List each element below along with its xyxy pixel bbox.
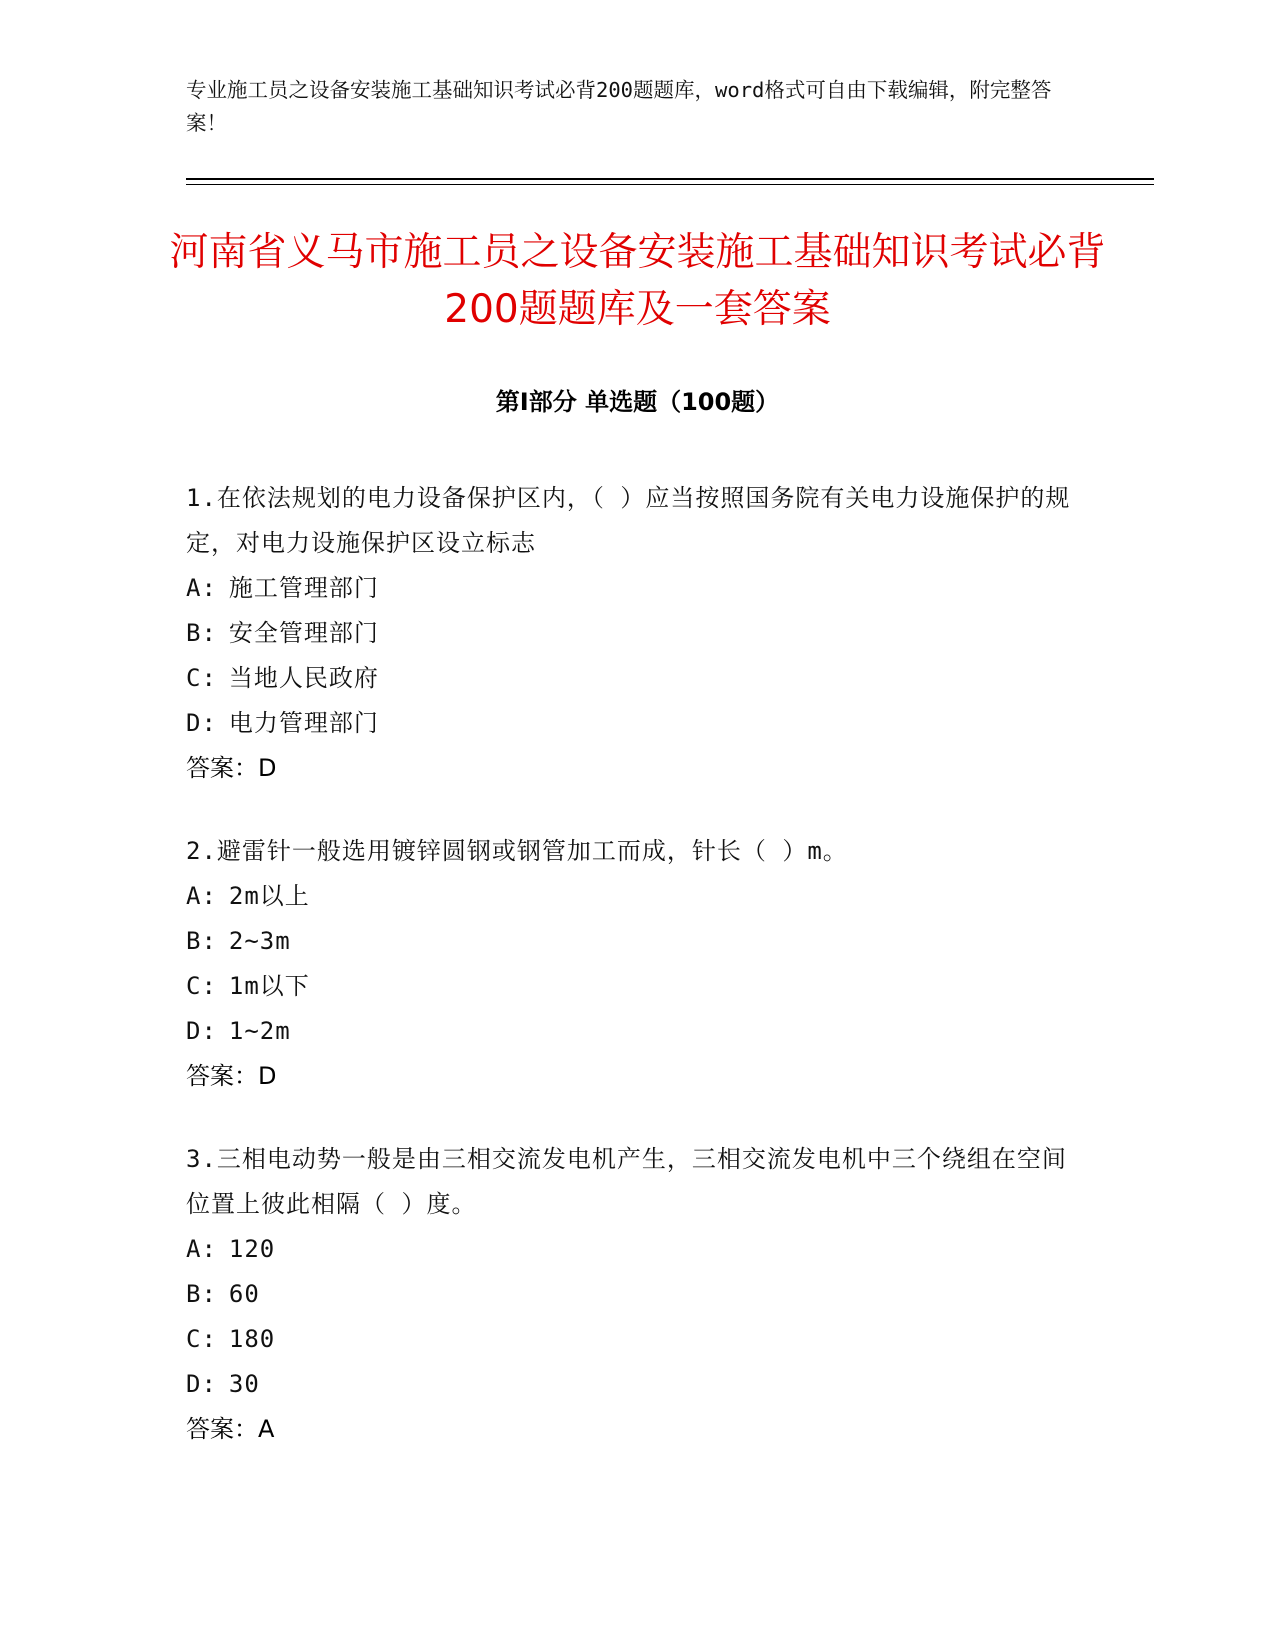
answer-prefix: 答案： xyxy=(186,1415,258,1443)
option-a xyxy=(186,1227,1086,1272)
option-d xyxy=(186,1009,1086,1054)
answer-value: D xyxy=(258,754,277,782)
option-text: 安全管理部门 xyxy=(228,619,379,647)
option-letter: D: xyxy=(186,709,217,737)
option-a xyxy=(186,874,1086,919)
header-divider-thin xyxy=(186,184,1154,185)
question-text: 2.避雷针一般选用镀锌圆钢或钢管加工而成，针长（ ）m。 xyxy=(186,837,848,865)
option-text: 60 xyxy=(228,1280,260,1308)
option-b xyxy=(186,611,1086,656)
option-letter: C: xyxy=(186,972,217,1000)
option-b xyxy=(186,919,1086,964)
option-d xyxy=(186,701,1086,746)
answer-prefix: 答案： xyxy=(186,1062,258,1090)
option-b xyxy=(186,1272,1086,1317)
answer-line xyxy=(186,1054,1086,1099)
option-letter: D: xyxy=(186,1370,217,1398)
option-letter: C: xyxy=(186,664,217,692)
document-title: 河南省义马市施工员之设备安装施工基础知识考试必背200题题库及一套答案 xyxy=(169,230,1106,332)
option-letter: D: xyxy=(186,1017,217,1045)
question-text: 1.在依法规划的电力设备保护区内，（ ）应当按照国务院有关电力设施保护的规定，对电力设施保护区设立标志 xyxy=(186,484,1071,557)
option-letter: B: xyxy=(186,619,217,647)
option-text: 120 xyxy=(228,1235,276,1263)
option-text: 施工管理部门 xyxy=(228,574,379,602)
answer-prefix: 答案： xyxy=(186,754,258,782)
question-list xyxy=(186,476,1086,1490)
option-text: 1m以下 xyxy=(228,972,310,1000)
option-c xyxy=(186,656,1086,701)
option-text: 2m以上 xyxy=(228,882,310,910)
option-a xyxy=(186,566,1086,611)
option-letter: A: xyxy=(186,574,217,602)
option-text: 180 xyxy=(228,1325,276,1353)
option-c xyxy=(186,964,1086,1009)
option-letter: C: xyxy=(186,1325,217,1353)
section-title: 第Ⅰ部分 单选题（100题） xyxy=(495,388,780,416)
option-letter: B: xyxy=(186,1280,217,1308)
answer-line xyxy=(186,1407,1086,1452)
answer-value: D xyxy=(258,1062,277,1090)
question-text: 3.三相电动势一般是由三相交流发电机产生，三相交流发电机中三个绕组在空间位置上彼此相隔（ ）度。 xyxy=(186,1145,1067,1218)
option-letter: A: xyxy=(186,1235,217,1263)
option-text: 1~2m xyxy=(228,1017,291,1045)
option-letter: B: xyxy=(186,927,217,955)
option-text: 2~3m xyxy=(228,927,291,955)
question-item xyxy=(186,1137,1086,1452)
option-text: 30 xyxy=(228,1370,260,1398)
question-item xyxy=(186,829,1086,1099)
option-text: 当地人民政府 xyxy=(228,664,379,692)
option-d xyxy=(186,1362,1086,1407)
answer-value: A xyxy=(258,1415,275,1443)
header-divider-thick xyxy=(186,178,1154,180)
header-note: 专业施工员之设备安装施工基础知识考试必背200题题库，word格式可自由下载编辑，附完整答案！ xyxy=(186,78,1052,135)
option-c xyxy=(186,1317,1086,1362)
option-letter: A: xyxy=(186,882,217,910)
answer-line xyxy=(186,746,1086,791)
question-item xyxy=(186,476,1086,791)
option-text: 电力管理部门 xyxy=(228,709,379,737)
